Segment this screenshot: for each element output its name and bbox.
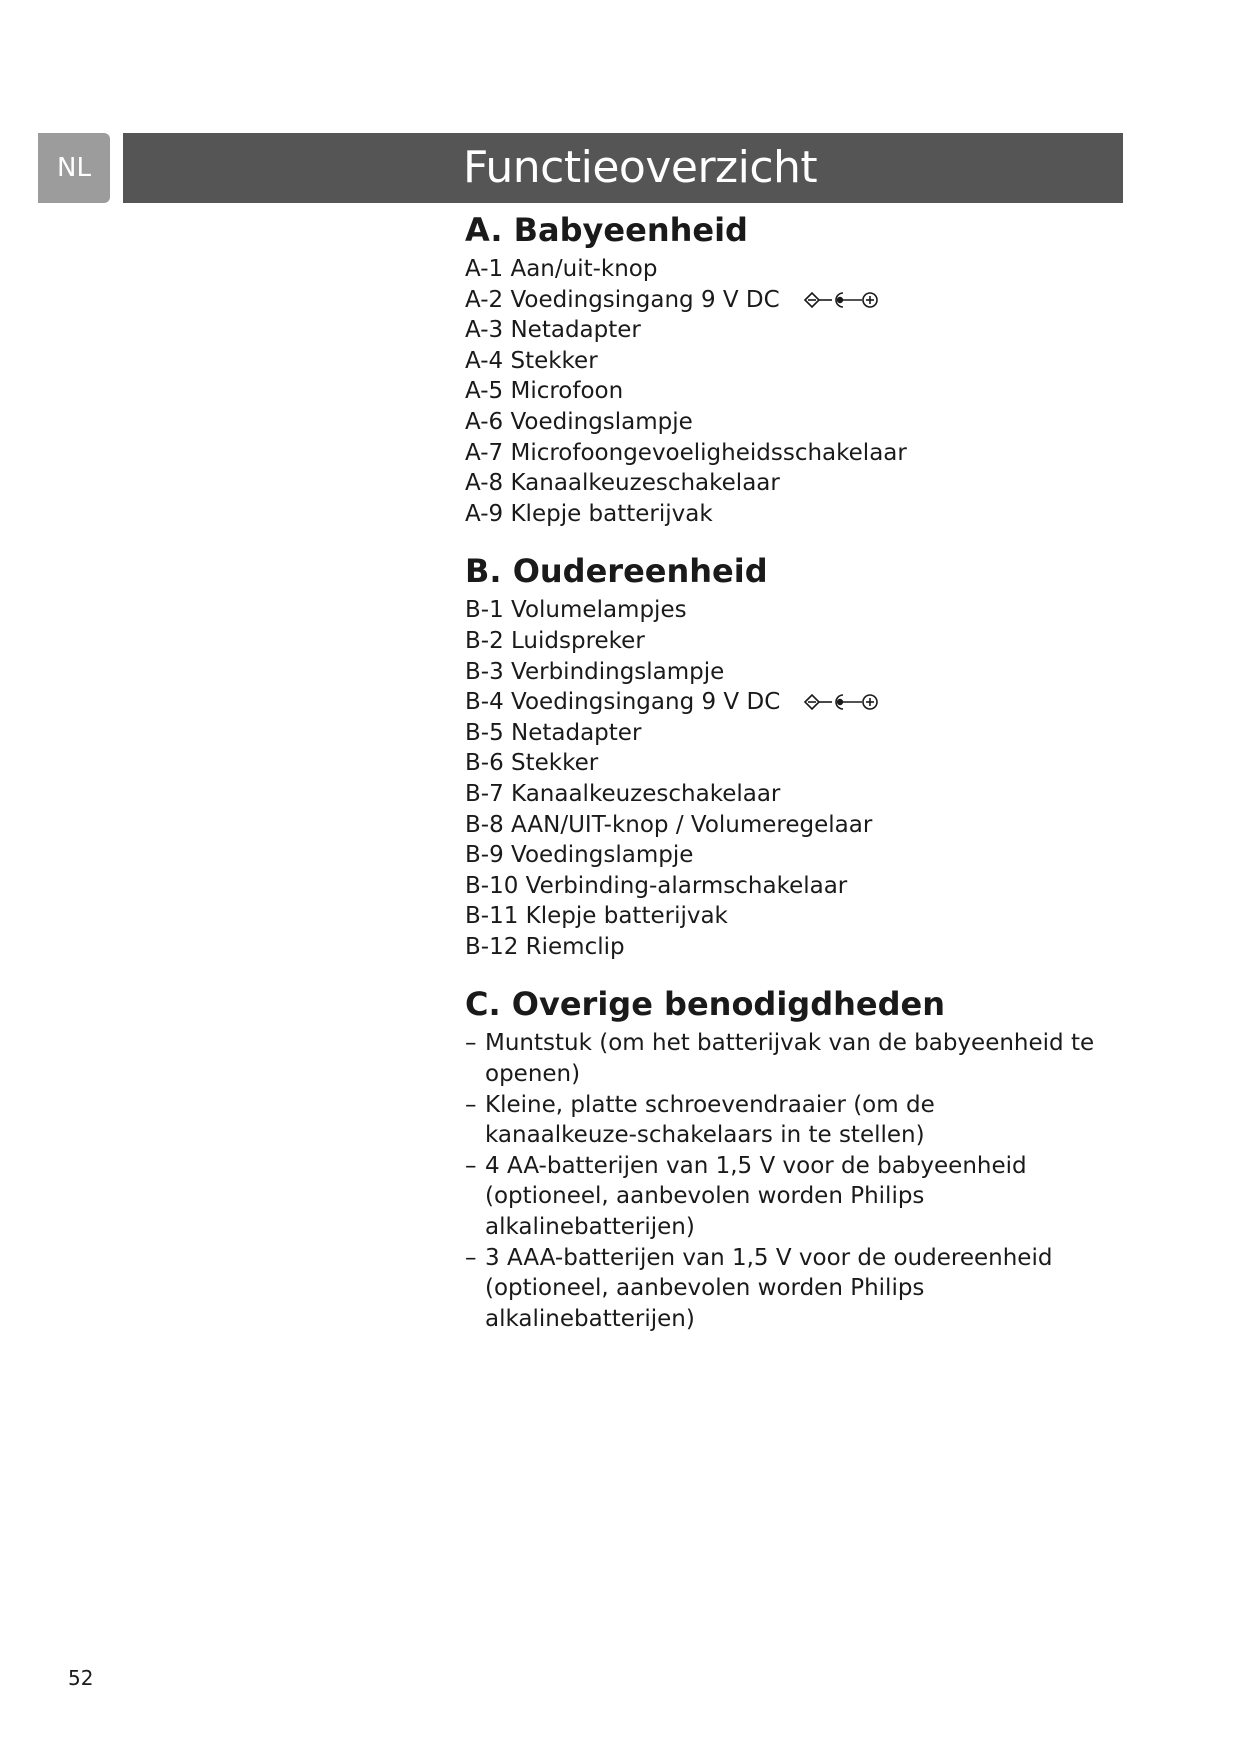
list-item — [465, 438, 1165, 469]
list-item — [465, 315, 1165, 346]
list-item — [465, 1028, 1165, 1089]
list-item — [465, 687, 1165, 718]
section-heading: C. Overige benodigdheden — [465, 985, 945, 1024]
list-item — [465, 595, 1165, 626]
list-item — [465, 932, 1165, 963]
list-marker: – — [465, 1152, 477, 1179]
list-item — [465, 840, 1165, 871]
item-text: A-6 Voedingslampje — [465, 408, 693, 435]
item-text: B-2 Luidspreker — [465, 627, 645, 654]
list-marker: – — [465, 1244, 477, 1271]
section-overige-benodigdheden — [465, 984, 1165, 1334]
item-text: B-9 Voedingslampje — [465, 842, 694, 869]
list-item — [465, 499, 1165, 530]
list-item — [465, 901, 1165, 932]
dc-polarity-icon — [802, 691, 884, 713]
content — [465, 210, 1165, 1356]
item-text: A-2 Voedingsingang 9 V DC — [465, 286, 780, 313]
list-item — [465, 468, 1165, 499]
list-item — [465, 1151, 1165, 1243]
list-item — [465, 657, 1165, 688]
list-item — [465, 376, 1165, 407]
list-item — [465, 718, 1165, 749]
item-text: B-10 Verbinding-alarmschakelaar — [465, 872, 848, 899]
item-text: A-5 Microfoon — [465, 378, 624, 405]
list-item — [465, 285, 1165, 316]
list-item — [465, 346, 1165, 377]
list-item — [465, 407, 1165, 438]
item-text: Muntstuk (om het batterijvak van de babyeenheid te openen) — [485, 1030, 1095, 1088]
item-text: A-1 Aan/uit-knop — [465, 256, 658, 282]
item-text: B-8 AAN/UIT-knop / Volumeregelaar — [465, 811, 873, 838]
section-heading: B. Oudereenheid — [465, 552, 768, 591]
item-text: B-11 Klepje batterijvak — [465, 903, 728, 930]
section-babyeenheid — [465, 210, 1165, 529]
item-text: Kleine, platte schroevendraaier (om de kanaalkeuze-schakelaars in te stellen) — [485, 1091, 935, 1149]
item-text: B-5 Netadapter — [465, 719, 642, 746]
title-bar — [123, 133, 1123, 203]
item-text: 4 AA-batterijen van 1,5 V voor de babyeenheid (optioneel, aanbevolen worden Philips alkalinebatterijen) — [485, 1152, 1027, 1241]
list-item — [465, 810, 1165, 841]
section-oudereenheid — [465, 551, 1165, 962]
item-text: A-8 Kanaalkeuzeschakelaar — [465, 470, 780, 497]
item-text: A-4 Stekker — [465, 347, 598, 374]
item-text: A-3 Netadapter — [465, 317, 641, 344]
item-text: B-12 Riemclip — [465, 933, 625, 960]
item-text: B-3 Verbindingslampje — [465, 658, 725, 685]
page-title: Functieoverzicht — [463, 142, 818, 193]
item-text: B-4 Voedingsingang 9 V DC — [465, 689, 781, 716]
section-heading: A. Babyeenheid — [465, 211, 748, 249]
list-marker: – — [465, 1030, 477, 1057]
item-text: A-9 Klepje batterijvak — [465, 500, 713, 527]
language-tab: NL — [38, 133, 110, 203]
item-text: 3 AAA-batterijen van 1,5 V voor de oudereenheid (optioneel, aanbevolen worden Philips alkalinebatterijen) — [485, 1244, 1053, 1332]
list-item — [465, 254, 1165, 285]
page-number: 52 — [68, 1666, 94, 1690]
list-item — [465, 779, 1165, 810]
item-text: B-6 Stekker — [465, 750, 599, 777]
list-item — [465, 1090, 1165, 1151]
list-item — [465, 1243, 1165, 1335]
item-text: B-1 Volumelampjes — [465, 597, 687, 624]
list-item — [465, 748, 1165, 779]
list-item — [465, 626, 1165, 657]
list-marker: – — [465, 1091, 477, 1118]
item-text: B-7 Kanaalkeuzeschakelaar — [465, 780, 781, 807]
list-item — [465, 871, 1165, 902]
dc-polarity-icon — [802, 289, 884, 311]
item-text: A-7 Microfoongevoeligheidsschakelaar — [465, 439, 907, 466]
